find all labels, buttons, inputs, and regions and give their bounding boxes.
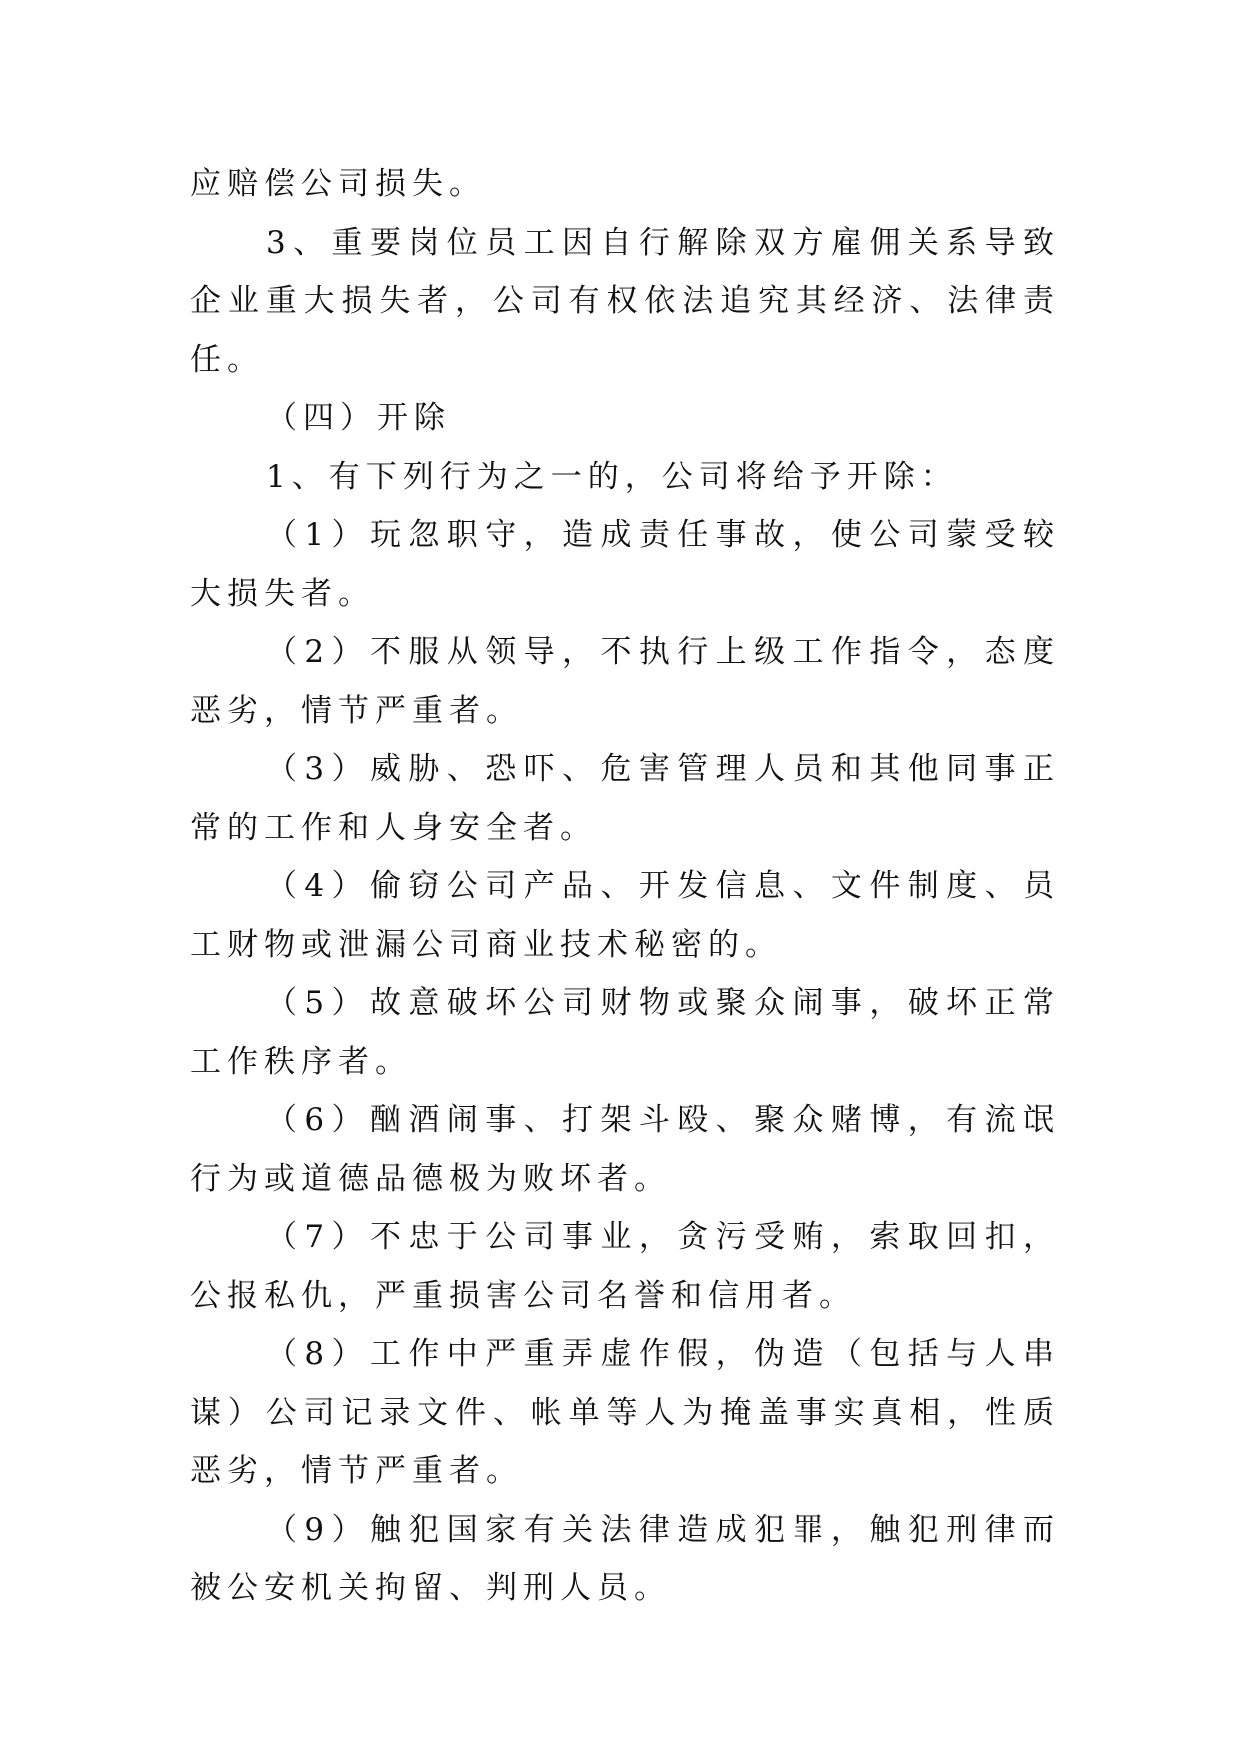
- list-item-9: （9）触犯国家有关法律造成犯罪，触犯刑律而被公安机关拘留、判刑人员。: [190, 1511, 1060, 1606]
- paragraph-continuation: 应赔偿公司损失。: [190, 166, 486, 202]
- paragraph-dismissal-intro: 1、有下列行为之一的，公司将给予开除：: [266, 458, 958, 495]
- list-item-4: （4）偷窃公司产品、开发信息、文件制度、员工财物或泄漏公司商业技术秘密的。: [190, 868, 1060, 963]
- list-item-5: （5）故意破坏公司财物或聚众闹事，破坏正常工作秩序者。: [190, 985, 1060, 1080]
- paragraph-item-3: 3、重要岗位员工因自行解除双方雇佣关系导致企业重大损失者，公司有权依法追究其经济、法律责任。: [190, 224, 1060, 378]
- list-item-8: （8）工作中严重弄虚作假，伪造（包括与人串谋）公司记录文件、帐单等人为掩盖事实真相，性质恶劣，情节严重者。: [190, 1336, 1060, 1489]
- list-item-2: （2）不服从领导，不执行上级工作指令，态度恶劣，情节严重者。: [190, 634, 1060, 729]
- section-heading-dismissal: （四）开除: [266, 400, 451, 436]
- list-item-7: （7）不忠于公司事业，贪污受贿，索取回扣，公报私仇，严重损害公司名誉和信用者。: [190, 1219, 1060, 1314]
- list-item-1: （1）玩忽职守，造成责任事故，使公司蒙受较大损失者。: [190, 517, 1060, 612]
- document-body: [190, 155, 1060, 1618]
- list-item-3: （3）威胁、恐吓、危害管理人员和其他同事正常的工作和人身安全者。: [190, 751, 1060, 846]
- list-item-6: （6）酗酒闹事、打架斗殴、聚众赌博，有流氓行为或道德品德极为败坏者。: [190, 1102, 1060, 1197]
